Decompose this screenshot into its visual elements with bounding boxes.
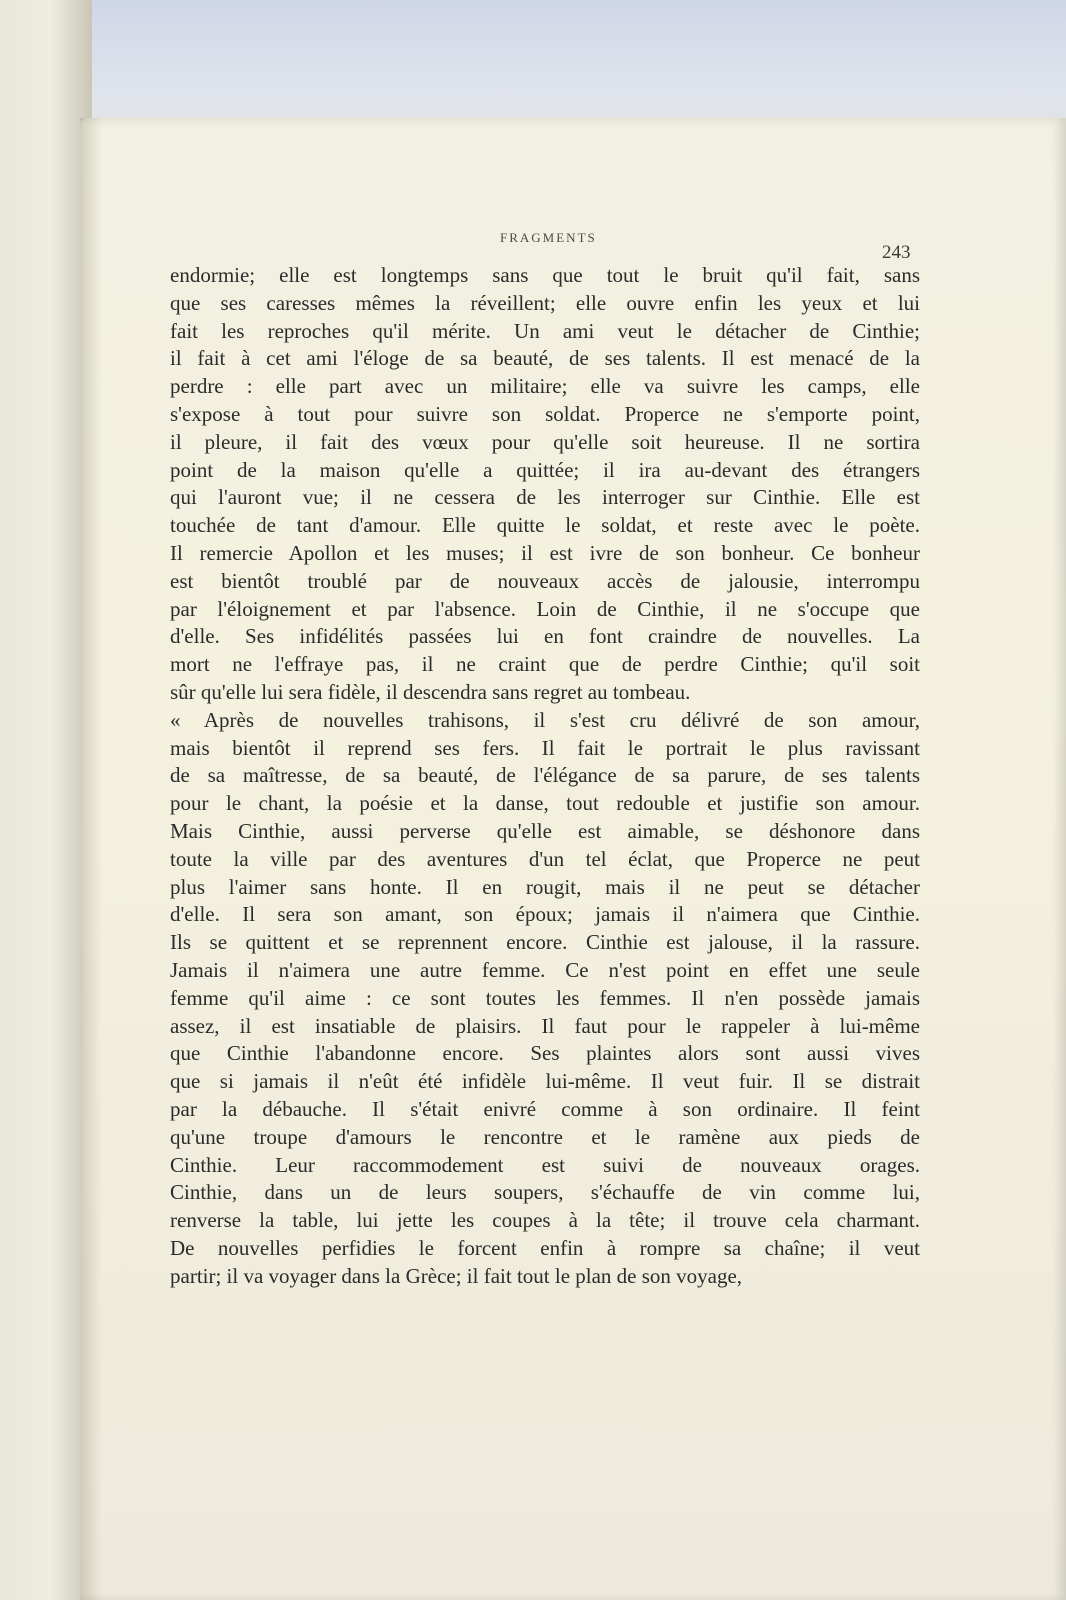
text-line: d'elle. Ses infidélités passées lui en font craindre de nouvelles. La (170, 624, 920, 649)
text-line: il fait à cet ami l'éloge de sa beauté, de ses talents. Il est menacé de la (170, 346, 920, 371)
text-line: fait les reproches qu'il mérite. Un ami veut le détacher de Cinthie; (170, 318, 920, 343)
text-line: assez, il est insatiable de plaisirs. Il faut pour le rappeler à lui-même (170, 1013, 920, 1038)
body-text (170, 262, 920, 1290)
text-line: s'expose à tout pour suivre son soldat. Properce ne s'emporte point, (170, 401, 920, 426)
left-page-edge (0, 0, 92, 1600)
text-line: que ses caresses mêmes la réveillent; elle ouvre enfin les yeux et lui (170, 290, 920, 315)
running-head: FRAGMENTS (500, 230, 597, 245)
text-line: Jamais il n'aimera une autre femme. Ce n'est point en effet une seule (170, 957, 920, 982)
text-line: mort ne l'effraye pas, il ne craint que de perdre Cinthie; qu'il soit (170, 652, 920, 677)
text-line: Il remercie Apollon et les muses; il est ivre de son bonheur. Ce bonheur (170, 540, 920, 565)
text-line: renverse la table, lui jette les coupes à la tête; il trouve cela charmant. (170, 1208, 920, 1233)
text-line: Ils se quittent et se reprennent encore. Cinthie est jalouse, il la rassure. (170, 930, 920, 955)
text-line: d'elle. Il sera son amant, son époux; jamais il n'aimera que Cinthie. (170, 902, 920, 927)
text-line: femme qu'il aime : ce sont toutes les femmes. Il n'en possède jamais (170, 985, 920, 1010)
text-line: « Après de nouvelles trahisons, il s'est cru délivré de son amour, (170, 707, 920, 732)
text-line: point de la maison qu'elle a quittée; il ira au-devant des étrangers (170, 457, 920, 482)
text-line: que si jamais il n'eût été infidèle lui-même. Il veut fuir. Il se distrait (170, 1069, 920, 1094)
text-line: Cinthie, dans un de leurs soupers, s'échauffe de vin comme lui, (170, 1180, 920, 1205)
page-gutter-shadow (80, 118, 102, 1600)
text-line: il pleure, il fait des vœux pour qu'elle soit heureuse. Il ne sortira (170, 429, 920, 454)
text-line: Mais Cinthie, aussi perverse qu'elle est aimable, se déshonore dans (170, 818, 920, 843)
text-line: est bientôt troublé par de nouveaux accès de jalousie, interrompu (170, 568, 920, 593)
text-line: par la débauche. Il s'était enivré comme à son ordinaire. Il feint (170, 1096, 920, 1121)
text-line: par l'éloignement et par l'absence. Loin de Cinthie, il ne s'occupe que (170, 596, 920, 621)
text-line: pour le chant, la poésie et la danse, tout redouble et justifie son amour. (170, 791, 920, 816)
text-line: toute la ville par des aventures d'un tel éclat, que Properce ne peut (170, 846, 920, 871)
text-line: perdre : elle part avec un militaire; elle va suivre les camps, elle (170, 374, 920, 399)
text-line: mais bientôt il reprend ses fers. Il fait le portrait le plus ravissant (170, 735, 920, 760)
text-line: sûr qu'elle lui sera fidèle, il descendra sans regret au tombeau. (170, 679, 691, 704)
text-line: partir; il va voyager dans la Grèce; il fait tout le plan de son voyage, (170, 1263, 743, 1288)
text-line: qui l'auront vue; il ne cessera de les interroger sur Cinthie. Elle est (170, 485, 920, 510)
text-line: touchée de tant d'amour. Elle quitte le soldat, et reste avec le poète. (170, 513, 920, 538)
left-page-text (4, 8, 74, 13)
page-number: 243 (882, 242, 911, 263)
text-line: de sa maîtresse, de sa beauté, de l'élégance de sa parure, de ses talents (170, 763, 920, 788)
text-line: qu'une troupe d'amours le rencontre et le ramène aux pieds de (170, 1124, 920, 1149)
text-line: Cinthie. Leur raccommodement est suivi de nouveaux orages. (170, 1152, 920, 1177)
text-line: endormie; elle est longtemps sans que tout le bruit qu'il fait, sans (170, 263, 920, 287)
text-line: que Cinthie l'abandonne encore. Ses plaintes alors sont aussi vives (170, 1041, 920, 1066)
text-line: plus l'aimer sans honte. Il en rougit, mais il ne peut se détacher (170, 874, 920, 899)
text-line: De nouvelles perfidies le forcent enfin à rompre sa chaîne; il veut (170, 1235, 920, 1260)
